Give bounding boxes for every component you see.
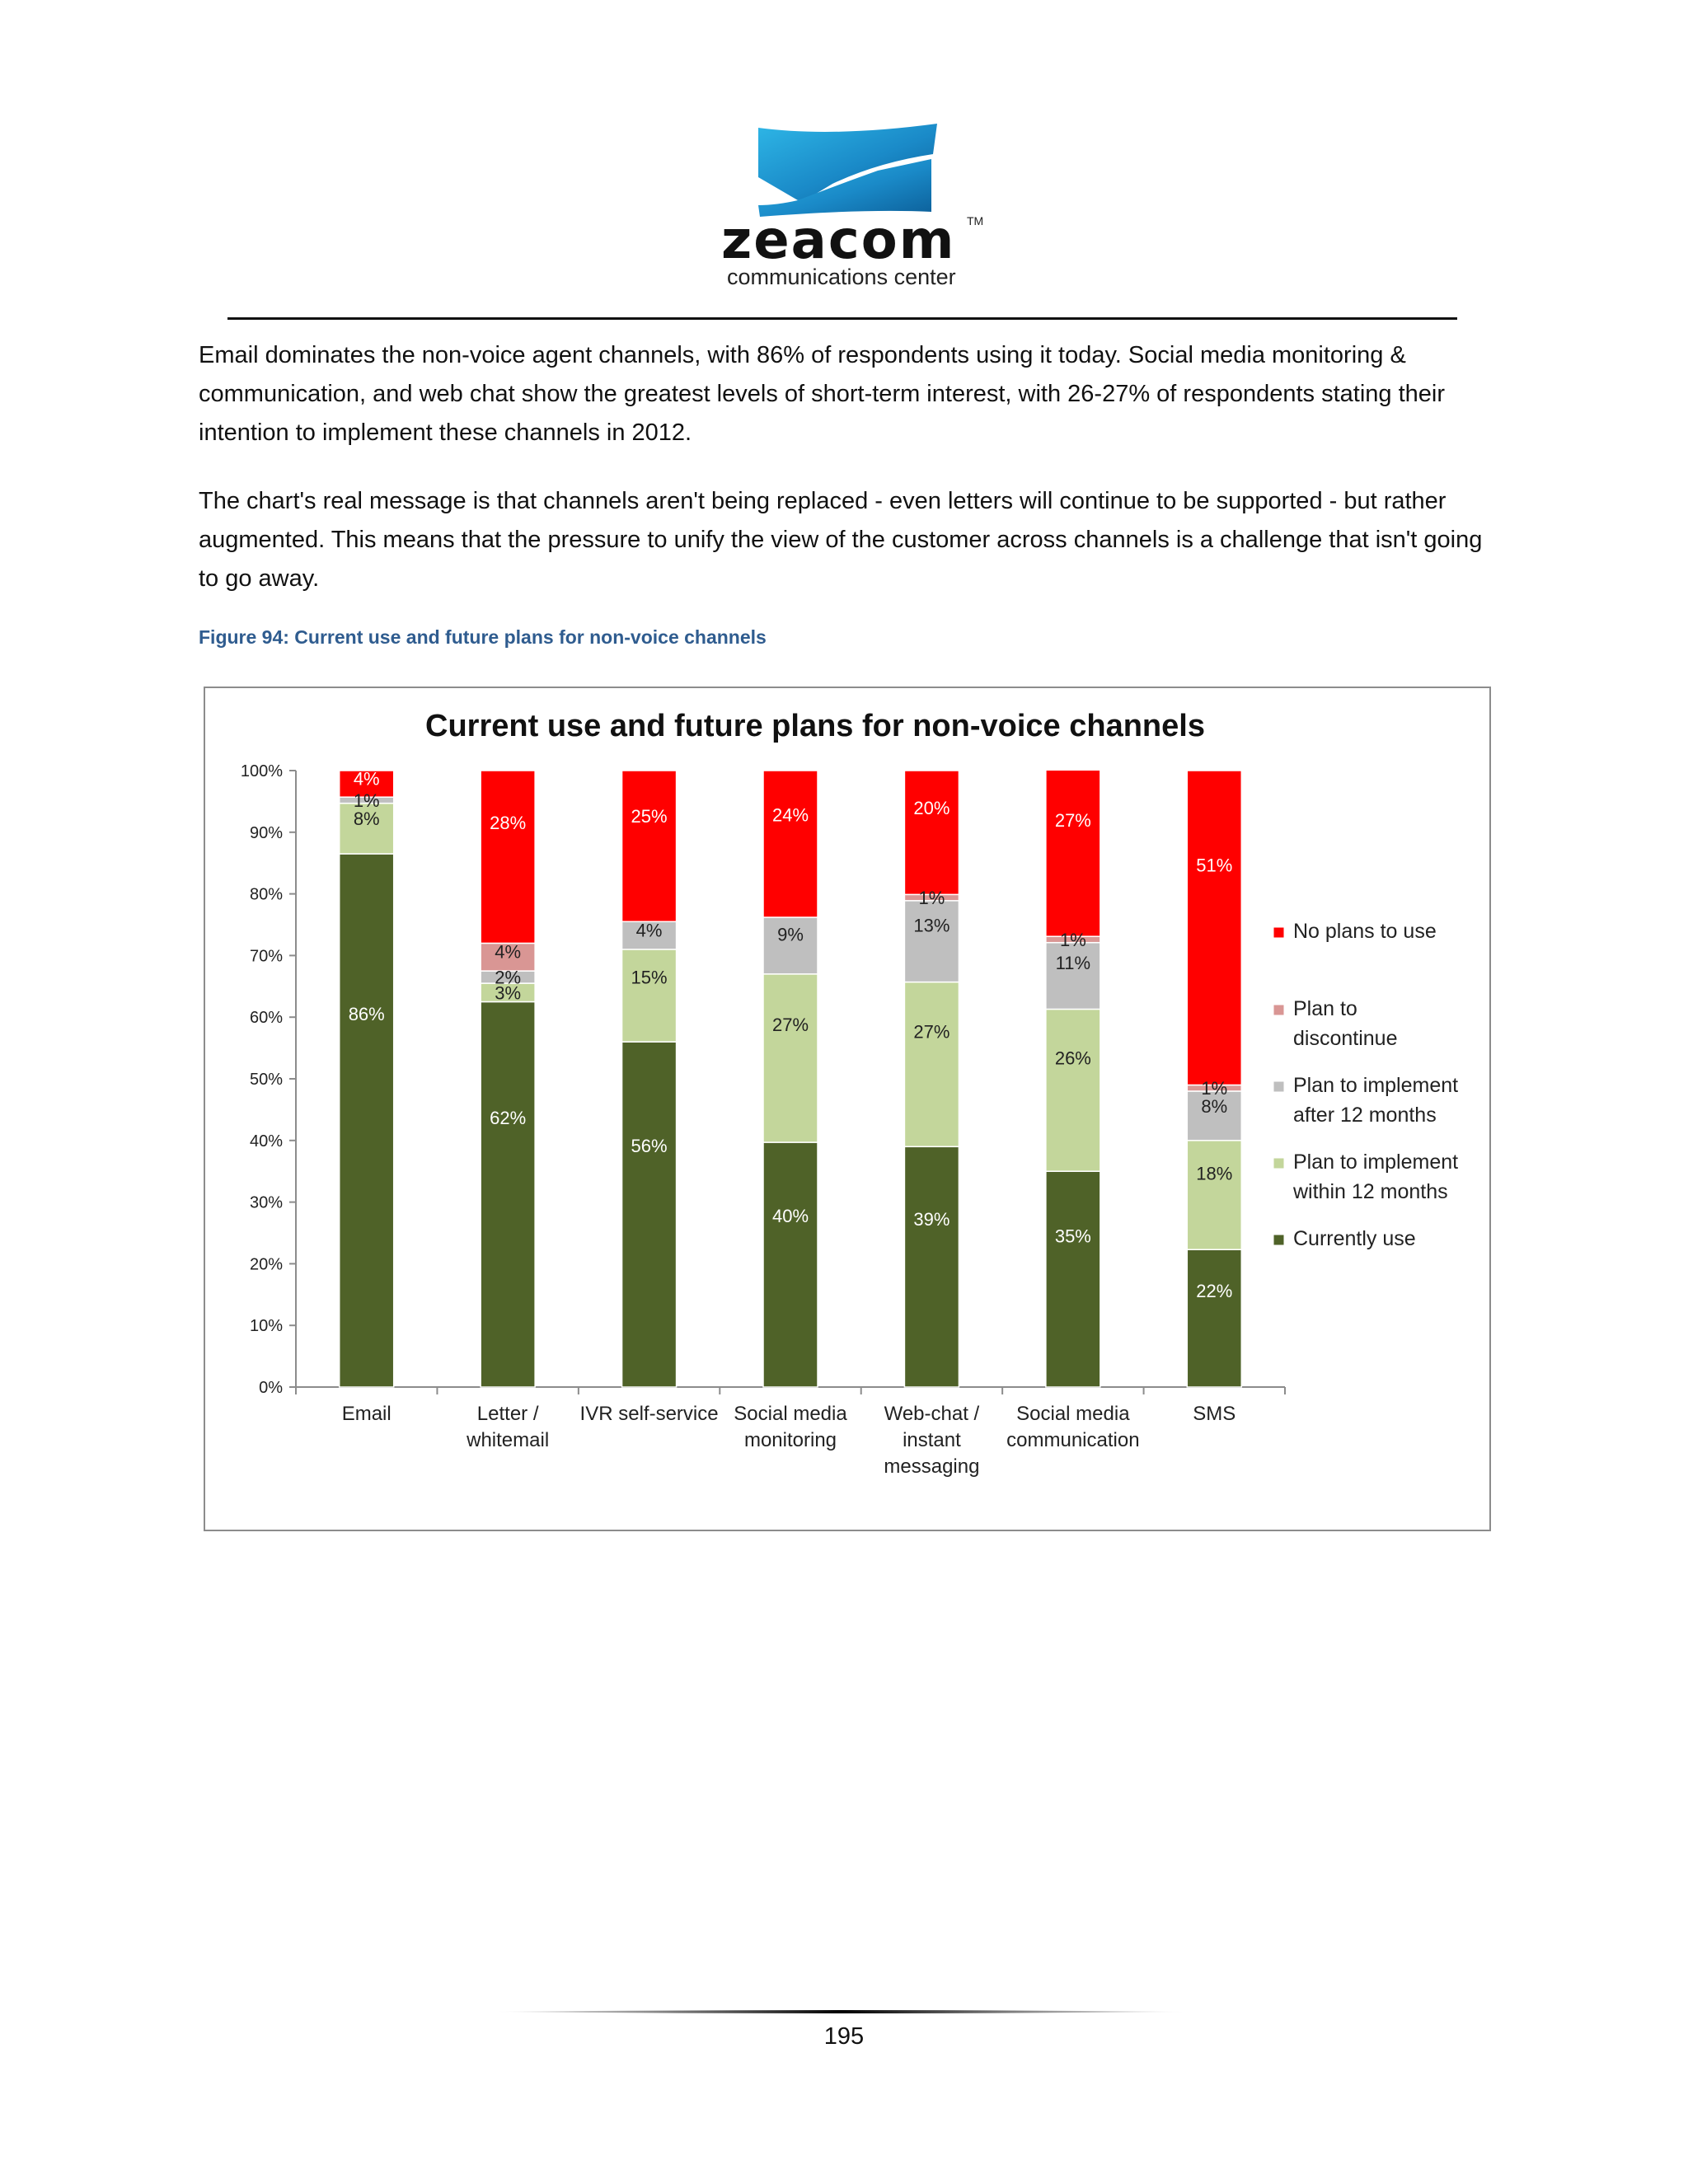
x-category-label: whitemail — [467, 1429, 550, 1451]
bar-data-label: 35% — [1054, 1226, 1091, 1247]
x-category-label: Social media — [1016, 1403, 1130, 1425]
bar-data-label: 40% — [771, 1206, 809, 1227]
bar-data-label: 56% — [631, 1135, 668, 1156]
bar-segment — [1046, 1171, 1100, 1387]
x-category-label: communication — [1006, 1429, 1140, 1451]
zeacom-logo — [709, 120, 989, 301]
bar-data-label: 1% — [1059, 929, 1086, 950]
bar-segment — [763, 974, 818, 1142]
bar-data-label: 22% — [1196, 1281, 1233, 1302]
legend-label: within 12 months — [1293, 1180, 1448, 1203]
y-tick-label: 0% — [259, 1379, 283, 1397]
bar-data-label: 13% — [913, 915, 950, 936]
logo-z-mark — [758, 124, 937, 217]
logo-subtitle: communications center — [727, 265, 956, 289]
bar-data-label: 28% — [490, 812, 527, 833]
bar-segment — [904, 771, 959, 894]
bar-segment — [904, 982, 959, 1147]
body-paragraph-1: Email dominates the non-voice agent channels, with 86% of respondents using it today. Social media monitoring & communication, and web chat show the greatest levels of short-term interest, with 26-27% of respondents stating their intention to implement these channels in 2012. — [199, 342, 1445, 446]
bar-data-label: 8% — [1201, 1095, 1228, 1117]
bar-segment — [763, 1142, 818, 1387]
bar-segment — [904, 901, 959, 982]
y-tick-label: 50% — [249, 1071, 283, 1089]
x-category-label: instant — [903, 1429, 961, 1451]
legend-label: after 12 months — [1293, 1104, 1437, 1127]
bar-segment — [622, 949, 677, 1042]
logo-trademark: TM — [967, 214, 984, 227]
bar-data-label: 15% — [631, 967, 668, 988]
legend-swatch — [1273, 927, 1284, 938]
bar-data-label: 86% — [348, 1004, 385, 1025]
header-divider — [227, 317, 1457, 320]
y-tick-label: 30% — [249, 1193, 283, 1212]
x-category-label: monitoring — [743, 1429, 837, 1451]
bar-data-label: 27% — [771, 1015, 809, 1036]
bar-segment — [1046, 770, 1100, 936]
y-tick-label: 100% — [240, 762, 283, 780]
bar-data-label: 26% — [1054, 1047, 1091, 1069]
y-tick-label: 10% — [249, 1317, 283, 1336]
bar-data-label: 8% — [353, 808, 380, 830]
stacked-bar-chart — [204, 687, 1491, 1531]
bar-segment — [904, 1146, 959, 1387]
bar-data-label: 62% — [490, 1107, 527, 1128]
bar-segment — [622, 771, 677, 921]
legend-swatch — [1273, 1081, 1284, 1092]
body-paragraph-2: The chart's real message is that channels aren't being replaced - even letters will continue to be supported - but rather augmented. This means that the pressure to unify the view of the customer across channels is a challenge that isn't going to go away. — [199, 488, 1483, 592]
legend-label: discontinue — [1293, 1027, 1398, 1050]
figure-caption: Figure 94: Current use and future plans for non-voice channels — [199, 626, 767, 648]
bar-data-label: 1% — [918, 888, 945, 909]
x-category-label: Social media — [734, 1403, 847, 1425]
bar-segment — [481, 1002, 535, 1388]
bar-data-label: 1% — [1201, 1078, 1228, 1099]
bar-segment — [1187, 1141, 1241, 1249]
legend-swatch — [1273, 1158, 1284, 1169]
legend-label: No plans to use — [1293, 920, 1437, 943]
x-category-label: Letter / — [476, 1403, 539, 1425]
bar-segment — [1187, 1249, 1241, 1387]
x-category-label: SMS — [1193, 1403, 1236, 1425]
bar-data-label: 39% — [913, 1208, 950, 1230]
y-tick-label: 80% — [249, 885, 283, 904]
bar-data-label: 24% — [771, 804, 809, 826]
legend-label: Currently use — [1293, 1227, 1416, 1250]
x-category-label: IVR self-service — [579, 1403, 719, 1425]
bar-data-label: 11% — [1055, 952, 1091, 973]
bar-data-label: 27% — [1054, 809, 1091, 831]
page-number: 195 — [823, 2023, 865, 2050]
legend-label: Plan to implement — [1293, 1074, 1459, 1097]
bar-segment — [340, 854, 394, 1387]
bar-data-label: 4% — [495, 941, 522, 963]
bar-data-label: 18% — [1196, 1163, 1233, 1184]
bar-segment — [1187, 771, 1241, 1085]
bar-data-label: 3% — [495, 982, 522, 1004]
chart-title: Current use and future plans for non-voice channels — [425, 709, 1205, 743]
bar-segment — [763, 771, 818, 917]
bar-data-label: 1% — [353, 790, 380, 811]
bar-data-label: 20% — [913, 798, 950, 819]
y-tick-label: 40% — [249, 1132, 283, 1151]
bar-data-label: 4% — [353, 768, 380, 790]
y-tick-label: 60% — [249, 1009, 283, 1028]
bar-segment — [622, 1042, 677, 1387]
legend-swatch — [1273, 1005, 1284, 1015]
bar-data-label: 4% — [635, 920, 663, 941]
legend-label: Plan to — [1293, 997, 1357, 1020]
x-category-label: Web-chat / — [884, 1403, 980, 1425]
legend-label: Plan to implement — [1293, 1151, 1459, 1174]
bar-segment — [1046, 1009, 1100, 1171]
bar-data-label: 2% — [495, 967, 522, 988]
x-category-label: Email — [341, 1403, 392, 1425]
legend-swatch — [1273, 1235, 1284, 1245]
bar-segment — [481, 771, 535, 943]
bar-data-label: 9% — [777, 924, 804, 945]
x-category-label: messaging — [884, 1455, 980, 1478]
bar-data-label: 51% — [1196, 855, 1233, 876]
footer-divider — [495, 2009, 1187, 2016]
bar-data-label: 25% — [631, 805, 668, 827]
y-tick-label: 20% — [249, 1255, 283, 1274]
logo-wordmark: zeacom — [721, 210, 956, 271]
y-tick-label: 70% — [249, 947, 283, 966]
bar-data-label: 27% — [913, 1021, 950, 1043]
y-tick-label: 90% — [249, 823, 283, 842]
